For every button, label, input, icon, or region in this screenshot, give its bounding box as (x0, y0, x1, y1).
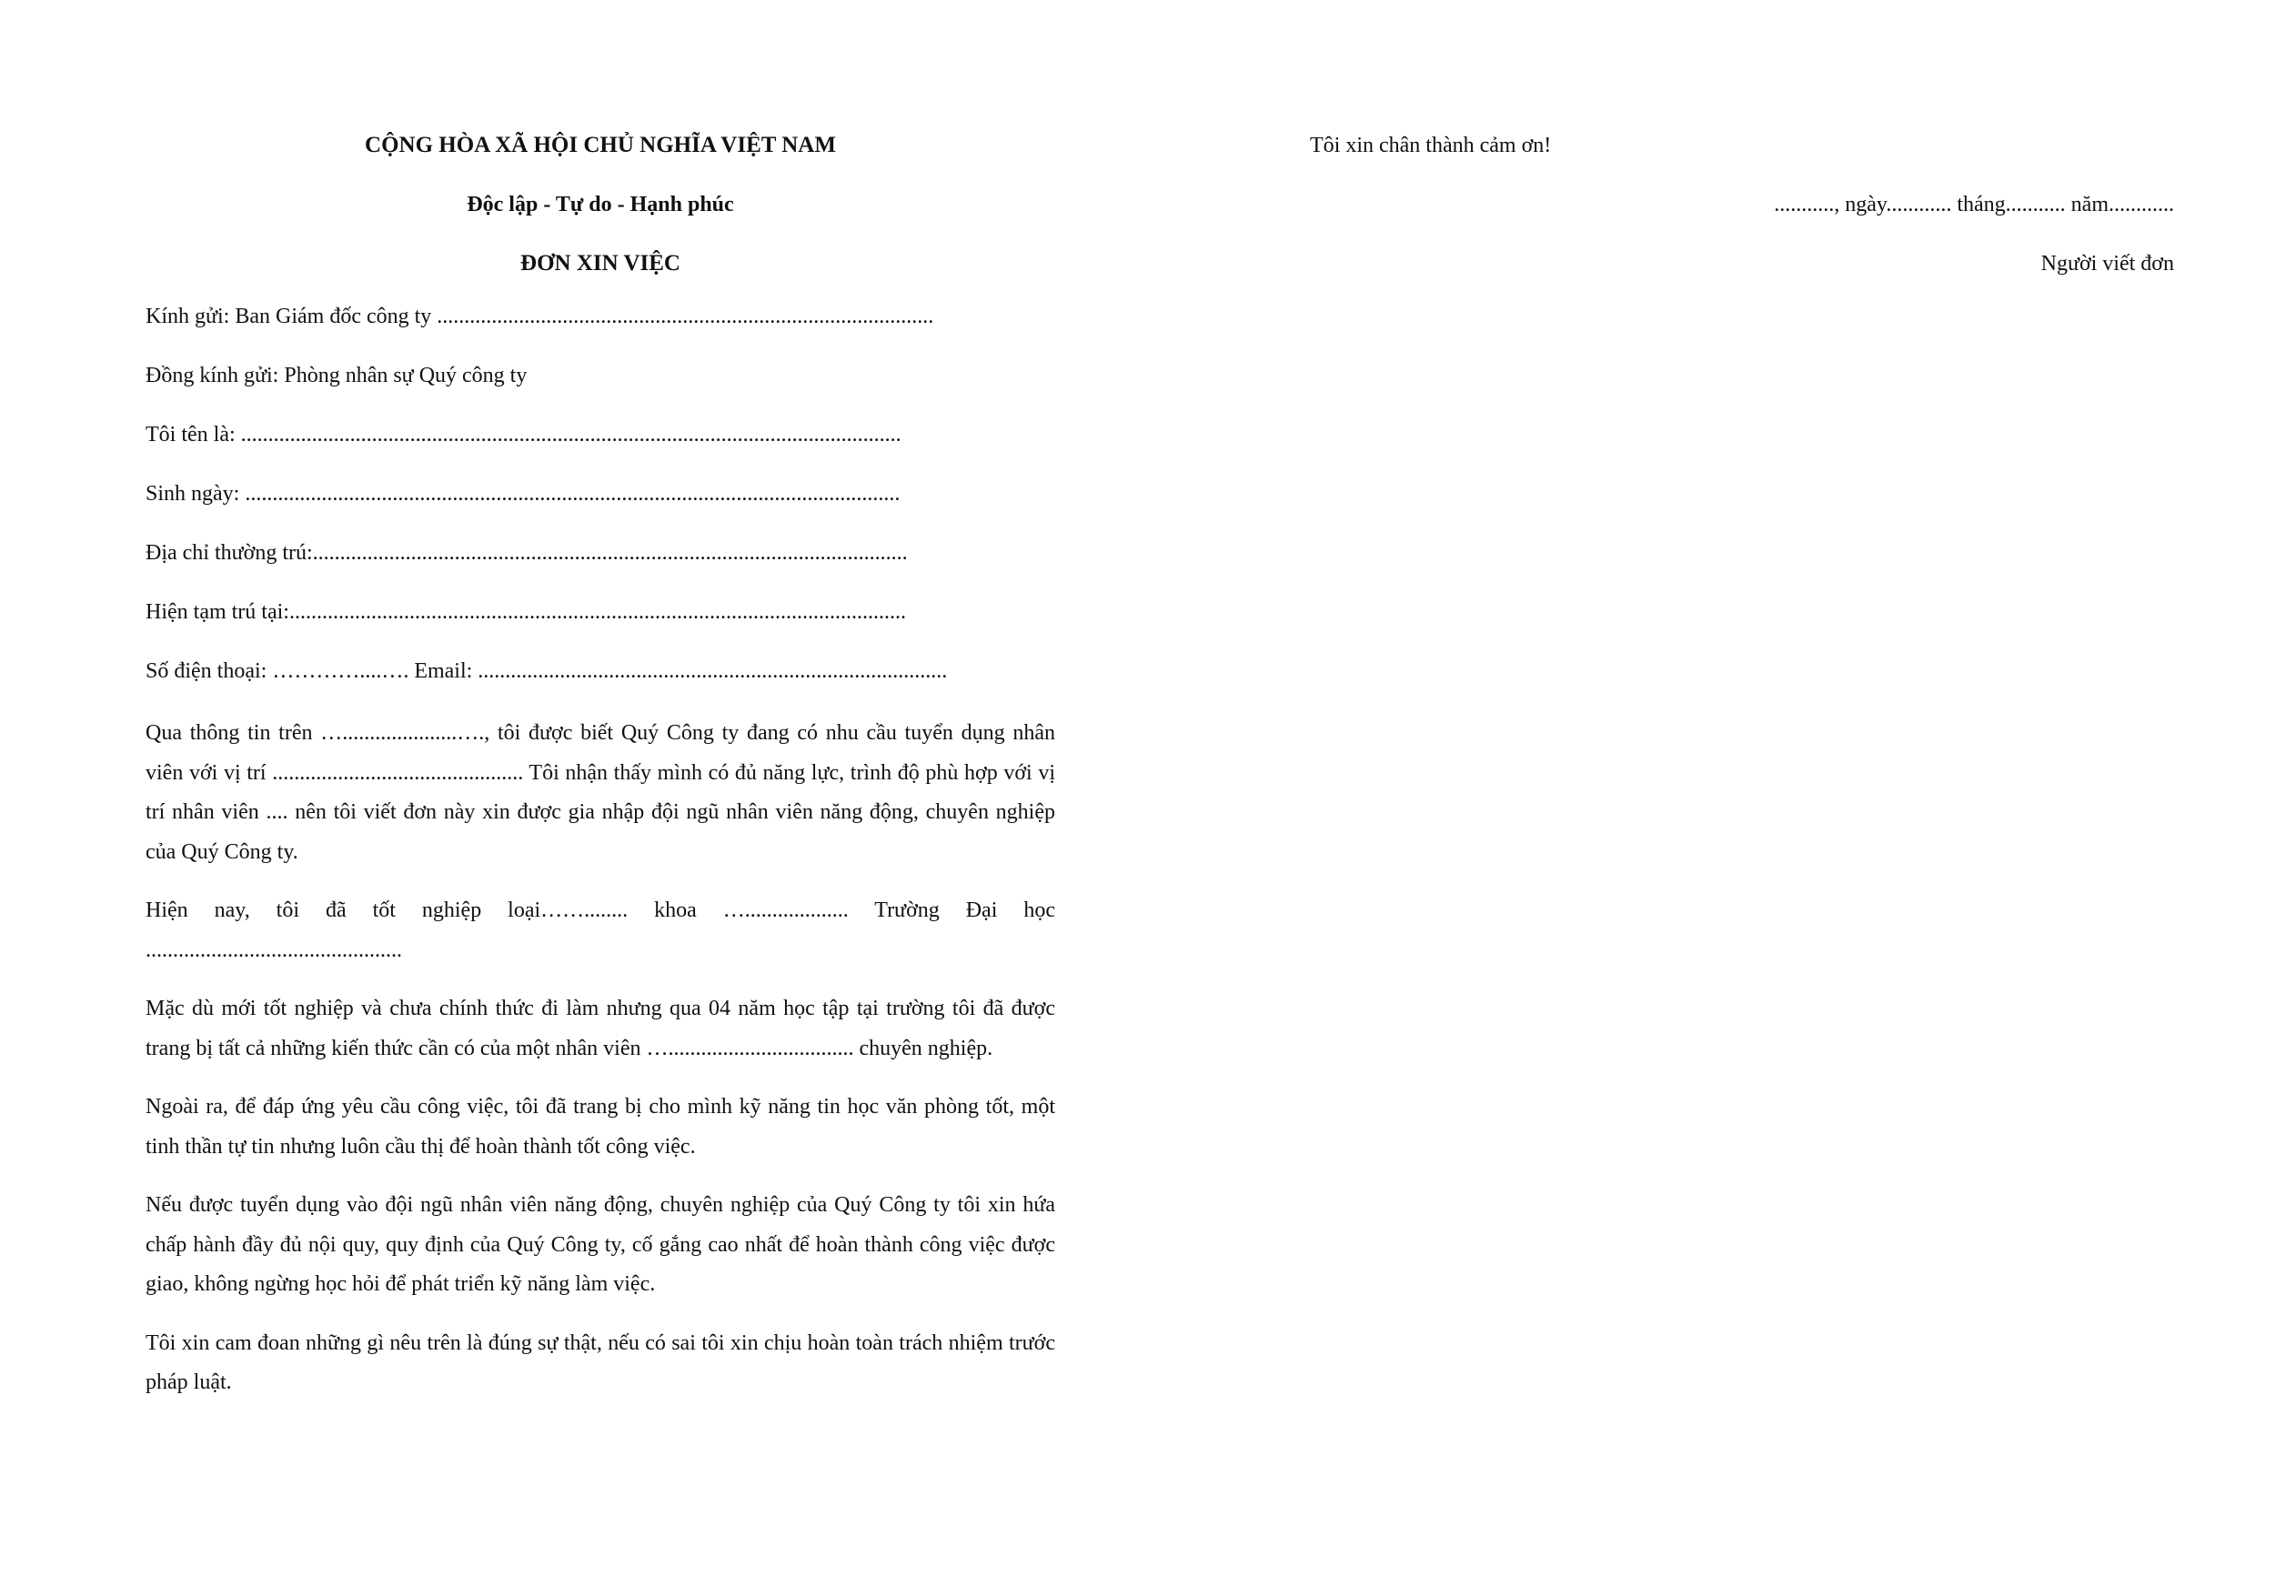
permanent-address-line: Địa chỉ thường trú:............................................................................................................. (146, 541, 908, 565)
recipient-line: Kính gửi: Ban Giám đốc công ty ........................................................................................... (146, 305, 934, 328)
commitment-paragraph: Nếu được tuyển dụng vào đội ngũ nhân viên năng động, chuyên nghiệp của Quý Công ty tôi xin hứa chấp hành đầy đủ nội quy, quy định của Quý Công ty, cố gắng cao nhất để hoàn thành công việc được giao, không ngừng học hỏi để phát triển kỹ năng làm việc. (146, 1193, 1055, 1296)
skills-paragraph: Ngoài ra, để đáp ứng yêu cầu công việc, tôi đã trang bị cho mình kỹ năng tin học văn phòng tốt, một tinh thần tự tin nhưng luôn cầu thị để hoàn thành tốt công việc. (146, 1095, 1055, 1159)
cc-recipient-line: Đồng kính gửi: Phòng nhân sự Quý công ty (146, 364, 528, 387)
document-title: ĐƠN XIN VIỆC (520, 251, 680, 276)
left-column (146, 129, 1055, 1422)
name-line: Tôi tên là: ......................................................................................................................... (146, 423, 901, 447)
birthdate-line: Sinh ngày: ........................................................................................................................ (146, 482, 901, 506)
education-paragraph: Hiện nay, tôi đã tốt nghiệp loại……........ khoa …................... Trường Đại học ............................................... (146, 898, 1055, 962)
country-heading: CỘNG HÒA XÃ HỘI CHỦ NGHĨA VIỆT NAM (365, 133, 836, 157)
phone-email-line: Số điện thoại: …………....…. Email: ...................................................................................... (146, 659, 948, 683)
motto-heading: Độc lập - Tự do - Hạnh phúc (467, 193, 734, 216)
intro-paragraph: Qua thông tin trên ….....................…., tôi được biết Quý Công ty đang có nhu cầu tuyển dụng nhân viên với vị trí .............................................. Tôi nhận thấy mình có đủ năng lực, trình độ phù hợp với vị trí nhân viên .... nên tôi viết đơn này xin được gia nhập đội ngũ nhân viên năng động, chuyên nghiệp của Quý Công ty. (146, 721, 1055, 864)
temporary-address-line: Hiện tạm trú tại:................................................................................................................. (146, 600, 906, 624)
thanks-line: Tôi xin chân thành cảm ơn! (1310, 134, 1552, 157)
declaration-paragraph: Tôi xin cam đoan những gì nêu trên là đúng sự thật, nếu có sai tôi xin chịu hoàn toàn trách nhiệm trước pháp luật. (146, 1330, 1055, 1394)
date-line: ..........., ngày............ tháng........... năm............ (1774, 193, 2174, 216)
right-column (1310, 129, 2174, 280)
experience-paragraph: Mặc dù mới tốt nghiệp và chưa chính thức đi làm nhưng qua 04 năm học tập tại trường tôi đã được trang bị tất cả những kiến thức cần có của một nhân viên ….................................. chuyên nghiệp. (146, 997, 1055, 1060)
signer-label: Người viết đơn (2040, 252, 2174, 276)
